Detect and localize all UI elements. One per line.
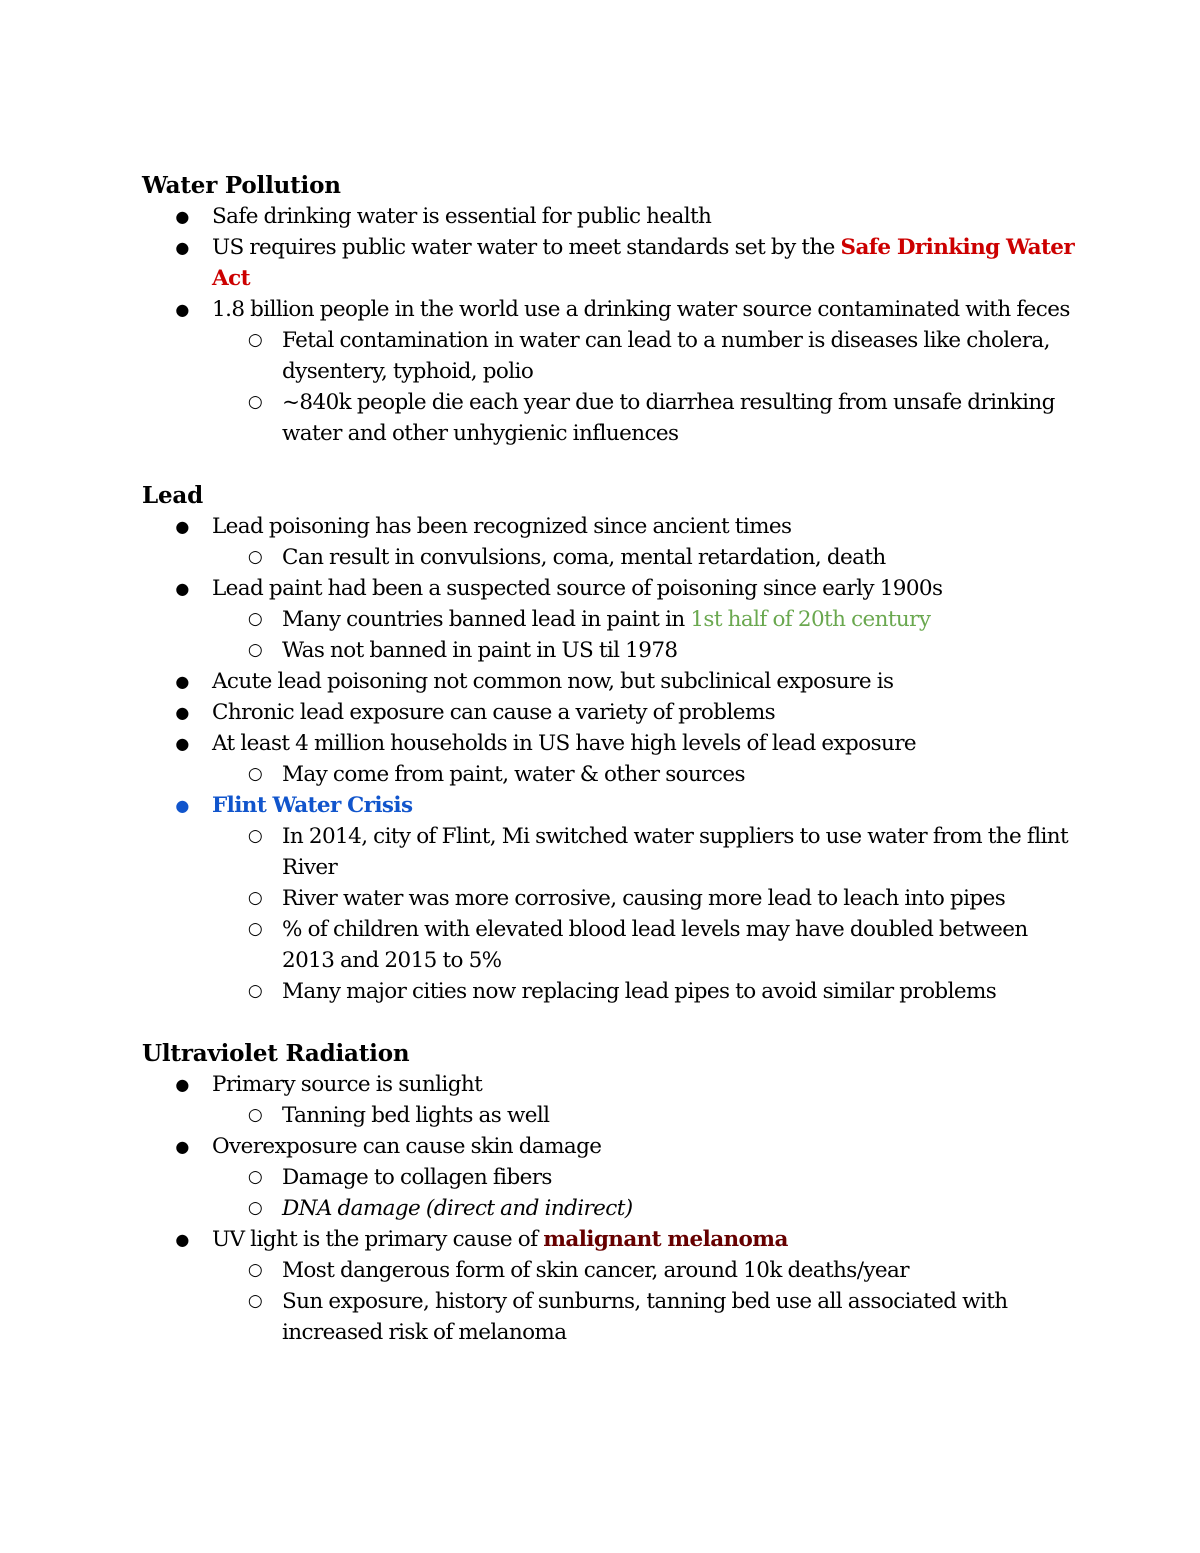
sub-list-item — [142, 1162, 1082, 1193]
filled-bullet-icon: ● — [175, 703, 189, 722]
list-item — [142, 697, 1082, 728]
item-text: Lead paint had been a suspected source of poisoning since early 1900s — [212, 576, 943, 601]
hollow-circle-bullet-icon: ○ — [247, 1260, 263, 1280]
list-item — [142, 1131, 1082, 1162]
sub-list-item — [142, 821, 1082, 883]
item-text: Many major cities now replacing lead pipes to avoid similar problems — [282, 979, 997, 1004]
hollow-circle-bullet-icon: ○ — [247, 609, 263, 629]
list-item — [142, 1224, 1082, 1255]
sub-list-item — [142, 635, 1082, 666]
item-text: Overexposure can cause skin damage — [212, 1134, 602, 1159]
list-item — [142, 573, 1082, 604]
item-text: % of children with elevated blood lead levels may have doubled between 2013 and 2015 to 5% — [282, 917, 1028, 973]
sub-list-item — [142, 1100, 1082, 1131]
hollow-circle-bullet-icon: ○ — [247, 826, 263, 846]
list-item — [142, 728, 1082, 759]
sub-list-item — [142, 1286, 1082, 1348]
item-text: At least 4 million households in US have high levels of lead exposure — [212, 731, 917, 756]
item-text: Chronic lead exposure can cause a variety of problems — [212, 700, 776, 725]
sub-list-item — [142, 387, 1082, 449]
filled-bullet-icon: ● — [175, 517, 189, 536]
hollow-circle-bullet-icon: ○ — [247, 1198, 263, 1218]
section-ultraviolet-radiation — [142, 1038, 1082, 1348]
filled-bullet-icon: ● — [175, 1230, 189, 1249]
item-text: ~840k people die each year due to diarrhea resulting from unsafe drinking water and other unhygienic influences — [282, 390, 1055, 446]
item-text: Many countries banned lead in paint in — [282, 607, 691, 632]
item-text: US requires public water water to meet standards set by the — [212, 235, 841, 260]
section-water-pollution — [142, 170, 1082, 449]
section-heading: Water Pollution — [142, 172, 341, 199]
list-item — [142, 1069, 1082, 1100]
hollow-circle-bullet-icon: ○ — [247, 919, 263, 939]
item-text: Damage to collagen fibers — [282, 1165, 552, 1190]
list-item — [142, 511, 1082, 542]
filled-bullet-icon: ● — [175, 1137, 189, 1156]
item-text: Can result in convulsions, coma, mental retardation, death — [282, 545, 886, 570]
item-text: Lead poisoning has been recognized since ancient times — [212, 514, 792, 539]
item-text: Fetal contamination in water can lead to a number is diseases like cholera, dysentery, typhoid, polio — [282, 328, 1050, 384]
item-text: Sun exposure, history of sunburns, tanning bed use all associated with increased risk of melanoma — [282, 1289, 1008, 1345]
item-text: Safe drinking water is essential for public health — [212, 204, 712, 229]
list-item — [142, 294, 1082, 325]
item-text: May come from paint, water & other sources — [282, 762, 745, 787]
hollow-circle-bullet-icon: ○ — [247, 330, 263, 350]
list-item — [142, 232, 1082, 294]
section-heading: Ultraviolet Radiation — [142, 1040, 410, 1067]
filled-bullet-icon: ● — [175, 579, 189, 598]
section-lead — [142, 480, 1082, 1007]
item-text: River water was more corrosive, causing more lead to leach into pipes — [282, 886, 1006, 911]
sub-list-item — [142, 604, 1082, 635]
item-text: DNA damage (direct and indirect) — [282, 1196, 633, 1221]
sub-list-item — [142, 542, 1082, 573]
item-text: UV light is the primary cause of — [212, 1227, 544, 1252]
hollow-circle-bullet-icon: ○ — [247, 981, 263, 1001]
sub-list-item — [142, 325, 1082, 387]
filled-bullet-icon: ● — [175, 300, 189, 319]
sub-list-item — [142, 883, 1082, 914]
list-item — [142, 201, 1082, 232]
notes-content — [142, 170, 1082, 1379]
filled-bullet-icon: ● — [175, 734, 189, 753]
highlight-text: Safe Drinking Water Act — [212, 235, 1075, 291]
highlight-text: 1st half of 20th century — [690, 607, 931, 632]
sub-list-item — [142, 914, 1082, 976]
filled-bullet-icon: ● — [175, 238, 189, 257]
item-text: Was not banned in paint in US til 1978 — [282, 638, 678, 663]
hollow-circle-bullet-icon: ○ — [247, 392, 263, 412]
sub-list-item — [142, 1255, 1082, 1286]
hollow-circle-bullet-icon: ○ — [247, 1167, 263, 1187]
sub-list-item — [142, 1193, 1082, 1224]
highlight-text: malignant melanoma — [543, 1227, 788, 1252]
filled-bullet-icon: ● — [175, 672, 189, 691]
filled-bullet-icon: ● — [175, 796, 189, 815]
sub-list-item — [142, 759, 1082, 790]
hollow-circle-bullet-icon: ○ — [247, 888, 263, 908]
section-heading: Lead — [142, 482, 203, 509]
item-text: In 2014, city of Flint, Mi switched water suppliers to use water from the flint River — [282, 824, 1069, 880]
item-text: Tanning bed lights as well — [282, 1103, 550, 1128]
hollow-circle-bullet-icon: ○ — [247, 1291, 263, 1311]
list-item — [142, 790, 1082, 821]
filled-bullet-icon: ● — [175, 207, 189, 226]
hollow-circle-bullet-icon: ○ — [247, 764, 263, 784]
item-text: Primary source is sunlight — [212, 1072, 483, 1097]
hollow-circle-bullet-icon: ○ — [247, 640, 263, 660]
item-text: 1.8 billion people in the world use a drinking water source contaminated with feces — [212, 297, 1070, 322]
item-text: Acute lead poisoning not common now, but subclinical exposure is — [212, 669, 894, 694]
list-item — [142, 666, 1082, 697]
hollow-circle-bullet-icon: ○ — [247, 547, 263, 567]
item-text: Most dangerous form of skin cancer, around 10k deaths/year — [282, 1258, 909, 1283]
highlight-text: Flint Water Crisis — [212, 793, 413, 818]
hollow-circle-bullet-icon: ○ — [247, 1105, 263, 1125]
filled-bullet-icon: ● — [175, 1075, 189, 1094]
sub-list-item — [142, 976, 1082, 1007]
